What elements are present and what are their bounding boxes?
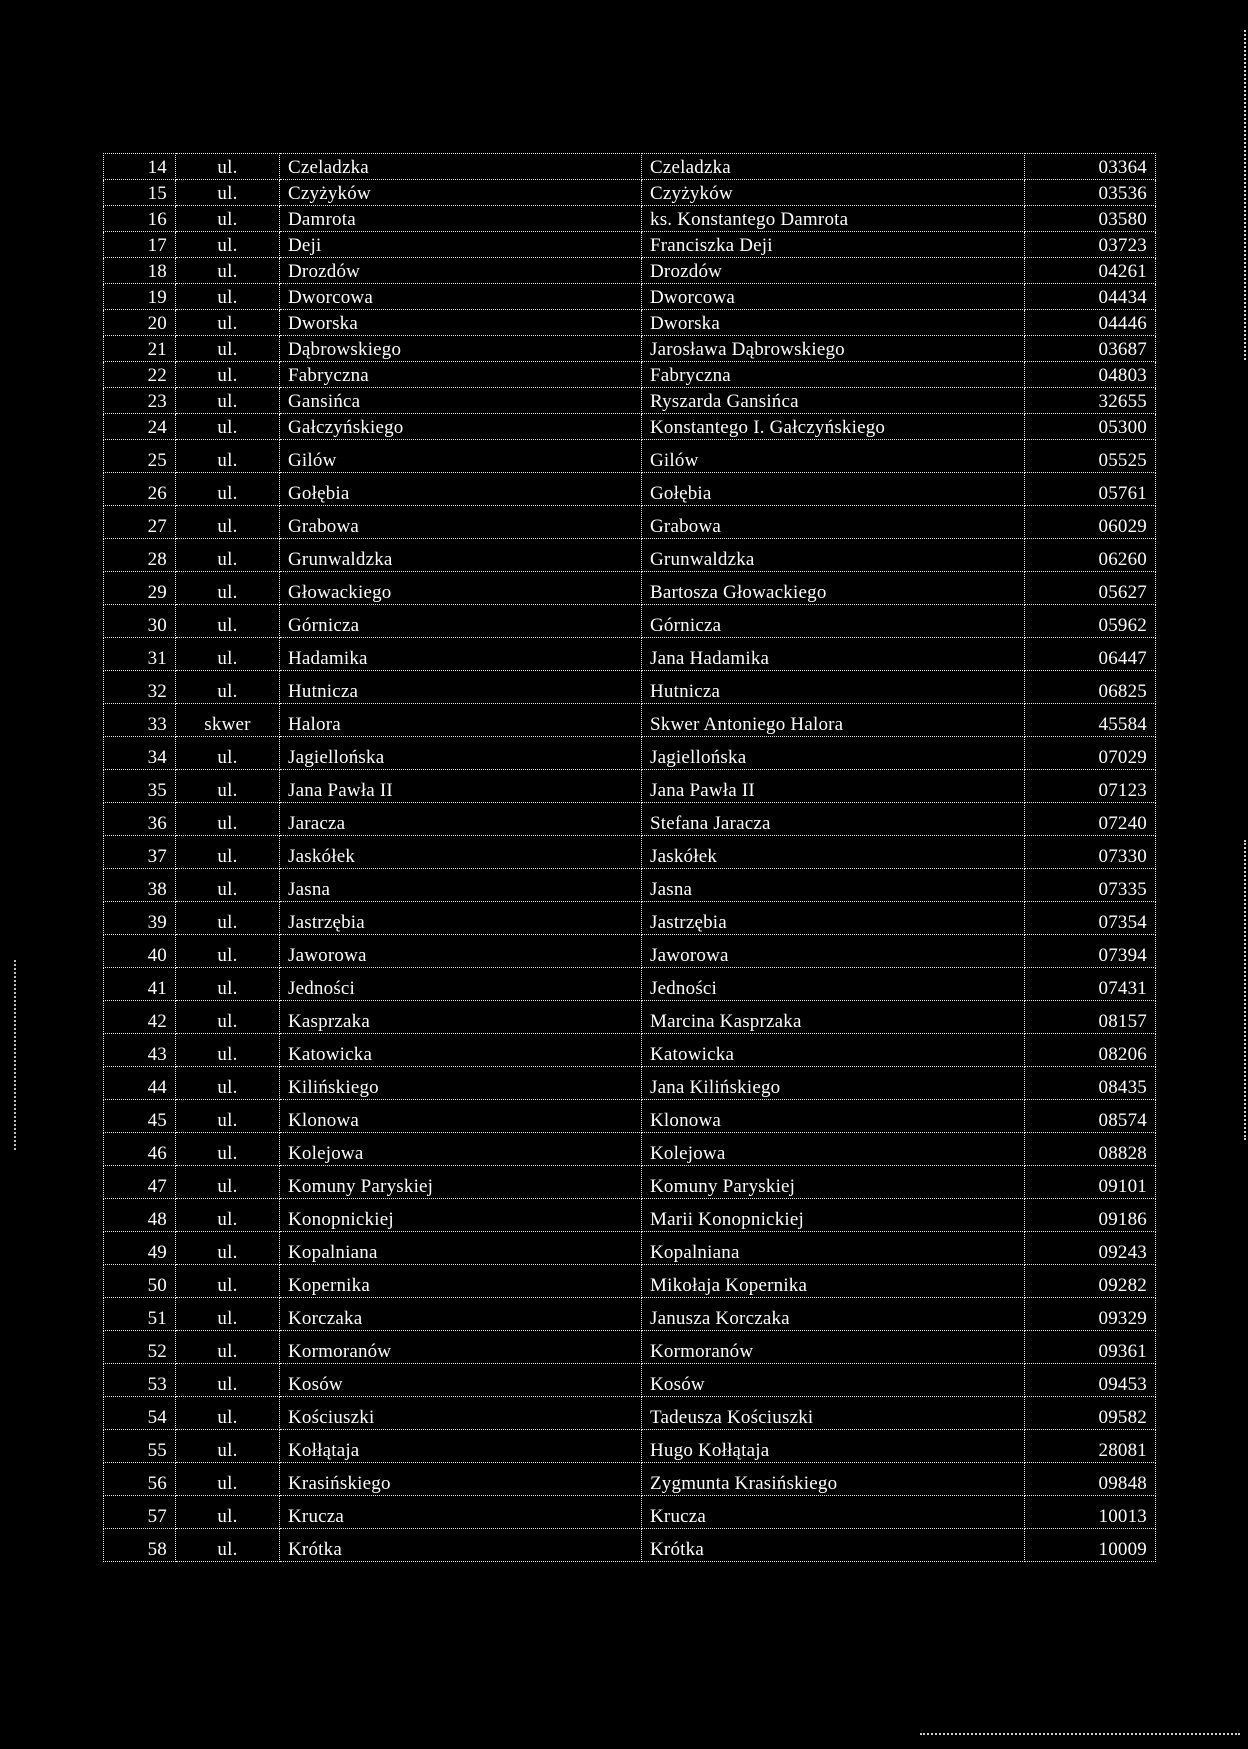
street-full-name: Dworcowa (642, 284, 1025, 310)
table-row (104, 1034, 1156, 1067)
street-code: 03580 (1025, 206, 1156, 232)
street-full-name: Gołębia (642, 473, 1025, 506)
row-number: 16 (104, 206, 176, 232)
street-code: 28081 (1025, 1430, 1156, 1463)
street-code: 09329 (1025, 1298, 1156, 1331)
street-type: ul. (176, 737, 280, 770)
street-full-name: Katowicka (642, 1034, 1025, 1067)
table-row (104, 935, 1156, 968)
street-code: 06447 (1025, 638, 1156, 671)
street-code: 05962 (1025, 605, 1156, 638)
street-type: ul. (176, 1364, 280, 1397)
table-row (104, 206, 1156, 232)
street-code: 03536 (1025, 180, 1156, 206)
table-row (104, 869, 1156, 902)
row-number: 38 (104, 869, 176, 902)
street-short-name: Kolejowa (280, 1133, 642, 1166)
table-row (104, 605, 1156, 638)
street-type: ul. (176, 362, 280, 388)
row-number: 57 (104, 1496, 176, 1529)
table-row (104, 1133, 1156, 1166)
street-short-name: Hutnicza (280, 671, 642, 704)
row-number: 35 (104, 770, 176, 803)
table-row (104, 362, 1156, 388)
street-short-name: Klonowa (280, 1100, 642, 1133)
row-number: 44 (104, 1067, 176, 1100)
street-code: 09101 (1025, 1166, 1156, 1199)
street-code: 05525 (1025, 440, 1156, 473)
row-number: 39 (104, 902, 176, 935)
street-register-rows (104, 154, 1156, 1562)
street-code: 07029 (1025, 737, 1156, 770)
street-short-name: Damrota (280, 206, 642, 232)
row-number: 41 (104, 968, 176, 1001)
street-code: 06260 (1025, 539, 1156, 572)
street-short-name: Głowackiego (280, 572, 642, 605)
street-full-name: Jaworowa (642, 935, 1025, 968)
row-number: 52 (104, 1331, 176, 1364)
row-number: 42 (104, 1001, 176, 1034)
street-short-name: Czyżyków (280, 180, 642, 206)
table-row (104, 1364, 1156, 1397)
table-row (104, 473, 1156, 506)
street-full-name: Konstantego I. Gałczyńskiego (642, 414, 1025, 440)
street-type: ul. (176, 1133, 280, 1166)
street-short-name: Grabowa (280, 506, 642, 539)
street-full-name: Hutnicza (642, 671, 1025, 704)
street-short-name: Kopalniana (280, 1232, 642, 1265)
street-full-name: Klonowa (642, 1100, 1025, 1133)
street-type: ul. (176, 1232, 280, 1265)
street-short-name: Kołłątaja (280, 1430, 642, 1463)
street-code: 04261 (1025, 258, 1156, 284)
table-row (104, 704, 1156, 737)
row-number: 48 (104, 1199, 176, 1232)
row-number: 56 (104, 1463, 176, 1496)
street-type: ul. (176, 284, 280, 310)
table-row (104, 539, 1156, 572)
table-row (104, 836, 1156, 869)
street-code: 09453 (1025, 1364, 1156, 1397)
table-row (104, 284, 1156, 310)
row-number: 37 (104, 836, 176, 869)
row-number: 45 (104, 1100, 176, 1133)
street-short-name: Dworcowa (280, 284, 642, 310)
row-number: 58 (104, 1529, 176, 1562)
scan-edge-left (14, 960, 18, 1150)
street-short-name: Jaworowa (280, 935, 642, 968)
row-number: 46 (104, 1133, 176, 1166)
row-number: 14 (104, 154, 176, 180)
street-type: ul. (176, 180, 280, 206)
street-full-name: Jana Hadamika (642, 638, 1025, 671)
row-number: 21 (104, 336, 176, 362)
street-short-name: Gilów (280, 440, 642, 473)
street-code: 07354 (1025, 902, 1156, 935)
table-row (104, 1232, 1156, 1265)
street-type: ul. (176, 336, 280, 362)
street-full-name: Kosów (642, 1364, 1025, 1397)
table-row (104, 506, 1156, 539)
row-number: 40 (104, 935, 176, 968)
street-full-name: Jedności (642, 968, 1025, 1001)
street-full-name: Jaskółek (642, 836, 1025, 869)
table-row (104, 1166, 1156, 1199)
street-short-name: Krasińskiego (280, 1463, 642, 1496)
scan-edge-right-lower (1242, 840, 1246, 1140)
table-row (104, 440, 1156, 473)
street-full-name: Grabowa (642, 506, 1025, 539)
street-code: 08157 (1025, 1001, 1156, 1034)
street-type: ul. (176, 1166, 280, 1199)
street-short-name: Kasprzaka (280, 1001, 642, 1034)
street-short-name: Górnicza (280, 605, 642, 638)
street-short-name: Kopernika (280, 1265, 642, 1298)
table-row (104, 671, 1156, 704)
row-number: 32 (104, 671, 176, 704)
street-type: ul. (176, 506, 280, 539)
row-number: 33 (104, 704, 176, 737)
street-full-name: Fabryczna (642, 362, 1025, 388)
street-code: 05300 (1025, 414, 1156, 440)
table-row (104, 258, 1156, 284)
street-code: 06029 (1025, 506, 1156, 539)
street-short-name: Jasna (280, 869, 642, 902)
street-type: ul. (176, 388, 280, 414)
street-code: 06825 (1025, 671, 1156, 704)
street-type: ul. (176, 1001, 280, 1034)
street-code: 08206 (1025, 1034, 1156, 1067)
street-full-name: Jana Pawła II (642, 770, 1025, 803)
street-short-name: Deji (280, 232, 642, 258)
street-type: ul. (176, 1034, 280, 1067)
street-type: ul. (176, 473, 280, 506)
street-full-name: Komuny Paryskiej (642, 1166, 1025, 1199)
street-short-name: Krótka (280, 1529, 642, 1562)
row-number: 20 (104, 310, 176, 336)
street-type: ul. (176, 638, 280, 671)
street-type: ul. (176, 1067, 280, 1100)
street-short-name: Komuny Paryskiej (280, 1166, 642, 1199)
table-row (104, 1529, 1156, 1562)
street-type: ul. (176, 1265, 280, 1298)
table-row (104, 1265, 1156, 1298)
street-code: 03723 (1025, 232, 1156, 258)
street-code: 03687 (1025, 336, 1156, 362)
table-row (104, 1001, 1156, 1034)
street-full-name: Jastrzębia (642, 902, 1025, 935)
street-code: 09243 (1025, 1232, 1156, 1265)
table-row (104, 1199, 1156, 1232)
table-row (104, 310, 1156, 336)
row-number: 49 (104, 1232, 176, 1265)
street-short-name: Czeladzka (280, 154, 642, 180)
street-full-name: Marii Konopnickiej (642, 1199, 1025, 1232)
street-type: ul. (176, 671, 280, 704)
street-code: 04446 (1025, 310, 1156, 336)
street-short-name: Kilińskiego (280, 1067, 642, 1100)
street-code: 03364 (1025, 154, 1156, 180)
street-full-name: ks. Konstantego Damrota (642, 206, 1025, 232)
row-number: 24 (104, 414, 176, 440)
street-full-name: Dworska (642, 310, 1025, 336)
street-full-name: Kolejowa (642, 1133, 1025, 1166)
street-code: 07335 (1025, 869, 1156, 902)
street-type: skwer (176, 704, 280, 737)
street-type: ul. (176, 1199, 280, 1232)
street-short-name: Jaskółek (280, 836, 642, 869)
table-row (104, 968, 1156, 1001)
street-full-name: Grunwaldzka (642, 539, 1025, 572)
street-type: ul. (176, 1331, 280, 1364)
street-type: ul. (176, 572, 280, 605)
street-full-name: Krótka (642, 1529, 1025, 1562)
street-type: ul. (176, 968, 280, 1001)
row-number: 50 (104, 1265, 176, 1298)
street-short-name: Jagiellońska (280, 737, 642, 770)
street-code: 09186 (1025, 1199, 1156, 1232)
street-type: ul. (176, 1100, 280, 1133)
table-row (104, 770, 1156, 803)
street-full-name: Ryszarda Gansińca (642, 388, 1025, 414)
row-number: 22 (104, 362, 176, 388)
table-row (104, 737, 1156, 770)
row-number: 54 (104, 1397, 176, 1430)
street-type: ul. (176, 154, 280, 180)
street-full-name: Zygmunta Krasińskiego (642, 1463, 1025, 1496)
street-full-name: Hugo Kołłątaja (642, 1430, 1025, 1463)
street-type: ul. (176, 1430, 280, 1463)
street-code: 07330 (1025, 836, 1156, 869)
table-row (104, 1298, 1156, 1331)
table-row (104, 1100, 1156, 1133)
street-short-name: Kościuszki (280, 1397, 642, 1430)
street-full-name: Marcina Kasprzaka (642, 1001, 1025, 1034)
row-number: 55 (104, 1430, 176, 1463)
row-number: 53 (104, 1364, 176, 1397)
street-code: 04434 (1025, 284, 1156, 310)
street-full-name: Stefana Jaracza (642, 803, 1025, 836)
street-full-name: Krucza (642, 1496, 1025, 1529)
street-short-name: Katowicka (280, 1034, 642, 1067)
street-full-name: Czeladzka (642, 154, 1025, 180)
street-type: ul. (176, 539, 280, 572)
table-row (104, 1067, 1156, 1100)
row-number: 25 (104, 440, 176, 473)
row-number: 43 (104, 1034, 176, 1067)
row-number: 19 (104, 284, 176, 310)
street-full-name: Bartosza Głowackiego (642, 572, 1025, 605)
street-short-name: Kosów (280, 1364, 642, 1397)
street-code: 05761 (1025, 473, 1156, 506)
row-number: 28 (104, 539, 176, 572)
street-type: ul. (176, 440, 280, 473)
street-type: ul. (176, 1298, 280, 1331)
street-code: 09582 (1025, 1397, 1156, 1430)
street-code: 09848 (1025, 1463, 1156, 1496)
table-row (104, 1430, 1156, 1463)
street-type: ul. (176, 770, 280, 803)
street-code: 32655 (1025, 388, 1156, 414)
street-full-name: Jasna (642, 869, 1025, 902)
table-row (104, 803, 1156, 836)
street-full-name: Janusza Korczaka (642, 1298, 1025, 1331)
row-number: 26 (104, 473, 176, 506)
table-row (104, 154, 1156, 180)
street-full-name: Mikołaja Kopernika (642, 1265, 1025, 1298)
row-number: 36 (104, 803, 176, 836)
street-short-name: Dworska (280, 310, 642, 336)
street-type: ul. (176, 1463, 280, 1496)
street-register-sheet (103, 153, 1155, 1562)
street-full-name: Górnicza (642, 605, 1025, 638)
street-short-name: Kormoranów (280, 1331, 642, 1364)
street-full-name: Czyżyków (642, 180, 1025, 206)
table-row (104, 414, 1156, 440)
table-row (104, 572, 1156, 605)
street-code: 07431 (1025, 968, 1156, 1001)
street-type: ul. (176, 414, 280, 440)
table-row (104, 1496, 1156, 1529)
street-type: ul. (176, 1397, 280, 1430)
street-full-name: Skwer Antoniego Halora (642, 704, 1025, 737)
street-short-name: Grunwaldzka (280, 539, 642, 572)
row-number: 17 (104, 232, 176, 258)
table-row (104, 902, 1156, 935)
table-row (104, 180, 1156, 206)
street-short-name: Gałczyńskiego (280, 414, 642, 440)
street-code: 09282 (1025, 1265, 1156, 1298)
street-short-name: Jana Pawła II (280, 770, 642, 803)
row-number: 30 (104, 605, 176, 638)
row-number: 47 (104, 1166, 176, 1199)
street-full-name: Franciszka Deji (642, 232, 1025, 258)
street-short-name: Korczaka (280, 1298, 642, 1331)
street-type: ul. (176, 605, 280, 638)
street-full-name: Drozdów (642, 258, 1025, 284)
street-full-name: Jana Kilińskiego (642, 1067, 1025, 1100)
street-code: 08574 (1025, 1100, 1156, 1133)
street-short-name: Drozdów (280, 258, 642, 284)
street-type: ul. (176, 836, 280, 869)
street-code: 10009 (1025, 1529, 1156, 1562)
street-type: ul. (176, 1496, 280, 1529)
table-row (104, 1331, 1156, 1364)
table-row (104, 1463, 1156, 1496)
row-number: 51 (104, 1298, 176, 1331)
row-number: 23 (104, 388, 176, 414)
row-number: 31 (104, 638, 176, 671)
street-short-name: Jedności (280, 968, 642, 1001)
street-register-table (103, 153, 1156, 1562)
table-row (104, 1397, 1156, 1430)
street-short-name: Gansińca (280, 388, 642, 414)
street-code: 10013 (1025, 1496, 1156, 1529)
street-short-name: Dąbrowskiego (280, 336, 642, 362)
scan-edge-bottom (920, 1731, 1240, 1735)
street-short-name: Gołębia (280, 473, 642, 506)
table-row (104, 638, 1156, 671)
street-short-name: Krucza (280, 1496, 642, 1529)
street-type: ul. (176, 258, 280, 284)
row-number: 18 (104, 258, 176, 284)
street-code: 09361 (1025, 1331, 1156, 1364)
street-code: 04803 (1025, 362, 1156, 388)
street-code: 05627 (1025, 572, 1156, 605)
street-type: ul. (176, 902, 280, 935)
row-number: 15 (104, 180, 176, 206)
street-type: ul. (176, 206, 280, 232)
street-full-name: Kormoranów (642, 1331, 1025, 1364)
street-short-name: Fabryczna (280, 362, 642, 388)
street-type: ul. (176, 803, 280, 836)
street-short-name: Jaracza (280, 803, 642, 836)
street-short-name: Jastrzębia (280, 902, 642, 935)
street-code: 08828 (1025, 1133, 1156, 1166)
street-type: ul. (176, 869, 280, 902)
street-code: 07394 (1025, 935, 1156, 968)
table-row (104, 388, 1156, 414)
street-short-name: Konopnickiej (280, 1199, 642, 1232)
street-full-name: Tadeusza Kościuszki (642, 1397, 1025, 1430)
table-row (104, 336, 1156, 362)
table-row (104, 232, 1156, 258)
street-full-name: Jagiellońska (642, 737, 1025, 770)
street-full-name: Gilów (642, 440, 1025, 473)
street-short-name: Halora (280, 704, 642, 737)
row-number: 29 (104, 572, 176, 605)
street-full-name: Jarosława Dąbrowskiego (642, 336, 1025, 362)
scan-edge-right (1242, 30, 1246, 360)
row-number: 27 (104, 506, 176, 539)
street-type: ul. (176, 232, 280, 258)
street-code: 45584 (1025, 704, 1156, 737)
street-full-name: Kopalniana (642, 1232, 1025, 1265)
street-short-name: Hadamika (280, 638, 642, 671)
street-code: 07123 (1025, 770, 1156, 803)
street-code: 08435 (1025, 1067, 1156, 1100)
street-code: 07240 (1025, 803, 1156, 836)
row-number: 34 (104, 737, 176, 770)
street-type: ul. (176, 310, 280, 336)
street-type: ul. (176, 935, 280, 968)
street-type: ul. (176, 1529, 280, 1562)
